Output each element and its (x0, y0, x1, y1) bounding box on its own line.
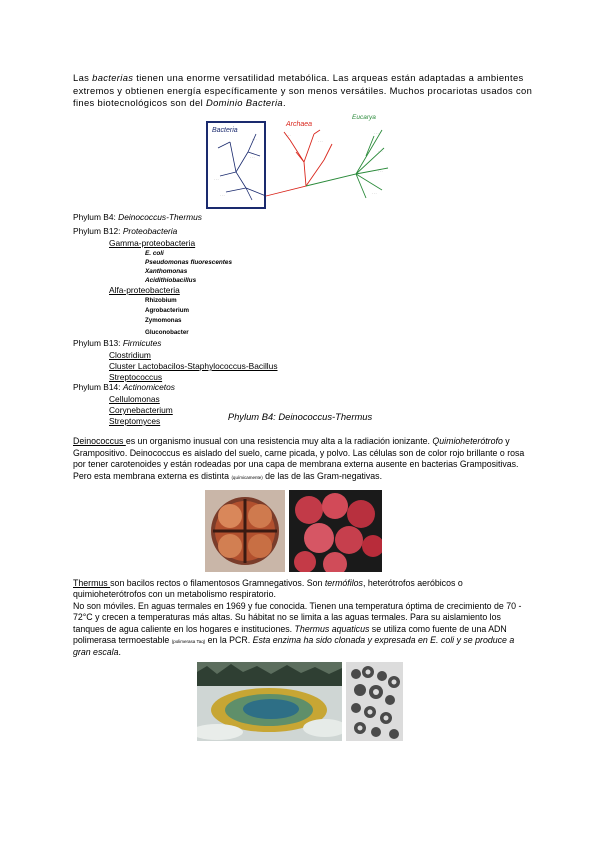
alfa-item: Rhizobium (145, 297, 177, 304)
gamma-item: Acidithiobacillus (145, 277, 197, 284)
thermus-link[interactable]: Thermus (73, 578, 111, 588)
gamma-proteobacteria[interactable]: Gamma-proteobacteria (109, 238, 196, 248)
svg-text:. . .: . . . (372, 191, 377, 195)
phylogenetic-tree-figure (206, 112, 398, 210)
svg-text:. . .: . . . (378, 149, 383, 153)
phylum-b14: Phylum B14: Actinomicetos (73, 382, 175, 392)
alfa-item: Zymomonas (145, 317, 182, 324)
b13-item[interactable]: Streptococcus (109, 372, 163, 382)
phylum-b13: Phylum B13: Firmicutes (73, 338, 162, 348)
b14-item[interactable]: Cellulomonas (109, 394, 160, 404)
section-title: Phylum B4: Deinococcus-Thermus (227, 411, 373, 422)
svg-text:. . .: . . . (318, 139, 323, 143)
alfa-item: Gluconobacter (145, 329, 189, 336)
gamma-item: Pseudomonas fluorescentes (145, 259, 233, 266)
alfa-item: Agrobacterium (145, 307, 190, 314)
thermus-paragraph: Thermus son bacilos rectos o filamentosos Gramnegativos. Son termófilos, heterótrofos aeróbicos o quimioheterótrofos con un metabolismo respiratorio. No son móviles. En aguas termales en 1969 y fue conocida. Tienen una temperatura óptima de crecimiento de 70 - 72°C y crecen a temperaturas más altas. Su hábitat no se limita a las aguas termales. Para su aislamiento los tanques de agua caliente en los hogares e instituciones. Thermus aquaticus se utiliza como fuente de una ADN polimerasa termoestable (polimerasa Taq) en la PCR. Esta enzima ha sido clonada y expresada en E. coli y se produce a gran escala. (73, 578, 522, 658)
phylum-b4: Phylum B4: Deinococcus-Thermus (73, 212, 202, 222)
bacteria-box (207, 122, 265, 208)
bacteria-label: Bacteria (212, 127, 238, 134)
svg-text:. . .: . . . (220, 193, 225, 197)
gamma-item: Xanthomonas (145, 268, 188, 275)
svg-text:. . .: . . . (250, 155, 255, 159)
b14-item[interactable]: Corynebacterium (109, 405, 173, 415)
svg-text:. . .: . . . (214, 177, 219, 181)
tree-leaf-labels (214, 131, 383, 197)
b13-item[interactable]: Clostridium (109, 350, 151, 360)
b14-item[interactable]: Streptomyces (109, 416, 161, 426)
svg-text:. . .: . . . (286, 133, 291, 137)
deinococcus-link[interactable]: Deinococcus (73, 436, 126, 446)
b13-item[interactable]: Cluster Lactobacilos-Staphylococcus-Bacillus (109, 361, 278, 371)
gamma-item: E. coli (145, 250, 164, 257)
eucarya-label: Eucarya (352, 114, 376, 121)
archaea-label: Archaea (286, 121, 313, 128)
thermus-micrograph (346, 662, 403, 741)
svg-text:. . .: . . . (378, 169, 383, 173)
deinococcus-micrograph-colonies (289, 490, 382, 572)
hot-spring-photo (197, 662, 342, 741)
bacteria-branches (218, 134, 266, 200)
svg-text:. . .: . . . (252, 137, 257, 141)
intro-paragraph: Las bacterias tienen una enorme versatilidad metabólica. Las arqueas están adaptadas a ambientes extremos y obtienen energía específicamente y son menos versátiles. Muchos procariotas usados con fines biotecnológicos son del Dominio Bacteria. (73, 72, 533, 108)
deinococcus-paragraph: Deinococcus es un organismo inusual con una resistencia muy alta a la radiación ionizante. Quimioheterótrofo y Grampositivo. Deinococcus es aislado del suelo, carne picada, y polvo. Las células son de color rojo brillante o rosa por tener carotenoides y están rodeadas por una capa de membrana externa ausente en bacterias Grampositivas. Pero esta membrana externa es distinta (químicamente) de las de las Gram-negativas. (73, 436, 525, 481)
alfa-proteobacteria[interactable]: Alfa-proteobacteria (109, 285, 180, 295)
phylum-b12: Phylum B12: Proteobacteria (73, 226, 178, 236)
svg-text:. . .: . . . (374, 131, 379, 135)
deinococcus-micrograph-tetrad (205, 490, 285, 572)
